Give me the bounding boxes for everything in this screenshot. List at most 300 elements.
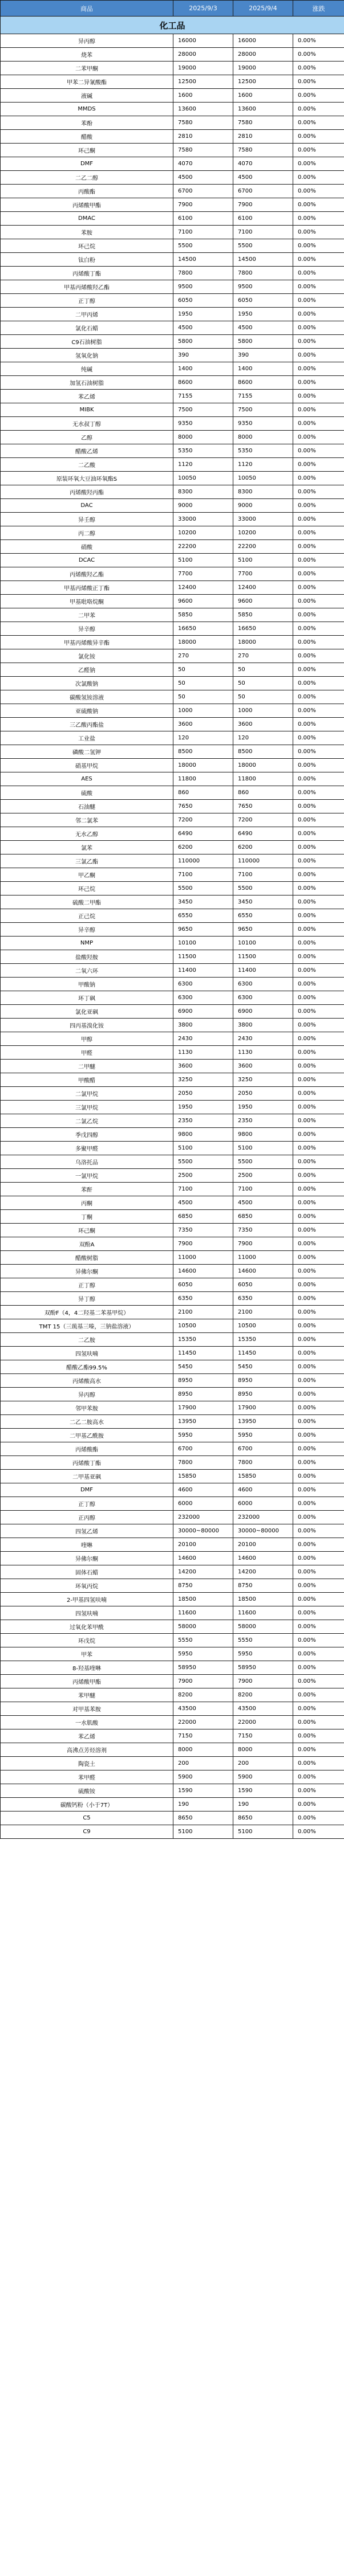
price-date2: 6490: [233, 827, 293, 841]
price-change: 0.00%: [293, 677, 344, 690]
price-change: 0.00%: [293, 239, 344, 253]
table-row: [1, 1306, 344, 1319]
table-row: [1, 253, 344, 267]
price-date1: 13600: [173, 103, 233, 116]
price-date1: 7900: [173, 198, 233, 212]
price-date1: 7900: [173, 1237, 233, 1251]
product-name: 石油醚: [1, 800, 173, 813]
table-row: [1, 1388, 344, 1401]
header-row: [1, 1, 344, 17]
price-date2: 8500: [233, 745, 293, 759]
price-date1: 58000: [173, 1620, 233, 1634]
price-change: 0.00%: [293, 130, 344, 144]
price-change: 0.00%: [293, 280, 344, 294]
product-name: DMAC: [1, 212, 173, 226]
table-row: [1, 554, 344, 567]
price-date1: 14600: [173, 1552, 233, 1565]
price-change: 0.00%: [293, 444, 344, 458]
price-change: 0.00%: [293, 1634, 344, 1647]
product-name: 苯酐: [1, 1183, 173, 1196]
product-name: 苯胺: [1, 226, 173, 239]
price-date2: 6050: [233, 1278, 293, 1292]
table-row: [1, 1702, 344, 1716]
price-change: 0.00%: [293, 1360, 344, 1374]
price-change: 0.00%: [293, 909, 344, 923]
price-date2: 3600: [233, 718, 293, 731]
product-name: 甲基吡咯烷酮: [1, 595, 173, 608]
price-date2: 7500: [233, 403, 293, 417]
product-name: 对甲基苯胺: [1, 1702, 173, 1716]
product-name: 三乙酸丙酯盐: [1, 718, 173, 731]
price-date1: 6300: [173, 978, 233, 991]
price-date2: 6550: [233, 909, 293, 923]
table-row: [1, 1374, 344, 1388]
product-name: 异佛尔酮: [1, 1552, 173, 1565]
product-name: 丙烯酸羟乙酯: [1, 567, 173, 581]
product-name: 原装环氧大豆油环氧酯S: [1, 472, 173, 485]
product-name: 烧苯: [1, 48, 173, 62]
product-name: 氯化石蜡: [1, 321, 173, 335]
price-change: 0.00%: [293, 1784, 344, 1798]
price-date2: 1130: [233, 1046, 293, 1060]
product-name: C9石油树脂: [1, 335, 173, 349]
table-row: [1, 48, 344, 62]
price-change: 0.00%: [293, 649, 344, 663]
product-name: 二乙酸: [1, 458, 173, 472]
price-date2: 6900: [233, 1005, 293, 1019]
product-name: 加氢石油树脂: [1, 376, 173, 390]
table-row: [1, 649, 344, 663]
product-name: 醋酸乙烯: [1, 444, 173, 458]
price-date2: 190: [233, 1798, 293, 1812]
product-name: 氯化铵: [1, 649, 173, 663]
table-row: [1, 431, 344, 444]
price-change: 0.00%: [293, 116, 344, 130]
table-row: [1, 540, 344, 554]
price-change: 0.00%: [293, 267, 344, 280]
product-name: 苯酚: [1, 116, 173, 130]
table-row: [1, 1415, 344, 1429]
product-name: 丙烯酸甲酯: [1, 198, 173, 212]
price-date2: 2430: [233, 1032, 293, 1046]
price-date1: 8950: [173, 1388, 233, 1401]
price-date2: 8600: [233, 376, 293, 390]
price-date2: 11800: [233, 772, 293, 786]
price-date2: 10100: [233, 937, 293, 950]
price-change: 0.00%: [293, 964, 344, 978]
table-row: [1, 937, 344, 950]
table-row: [1, 1729, 344, 1743]
price-date1: 190: [173, 1798, 233, 1812]
price-change: 0.00%: [293, 786, 344, 800]
price-date2: 43500: [233, 1702, 293, 1716]
table-row: [1, 1593, 344, 1606]
price-change: 0.00%: [293, 1210, 344, 1224]
table-row: [1, 226, 344, 239]
table-row: [1, 157, 344, 171]
price-date1: 15350: [173, 1333, 233, 1347]
price-change: 0.00%: [293, 1292, 344, 1306]
price-change: 0.00%: [293, 841, 344, 854]
price-change: 0.00%: [293, 294, 344, 308]
product-name: 二甲醚: [1, 1060, 173, 1073]
table-row: [1, 472, 344, 485]
price-date1: 2350: [173, 1114, 233, 1128]
price-change: 0.00%: [293, 854, 344, 868]
price-date2: 390: [233, 349, 293, 362]
table-row: [1, 62, 344, 75]
price-date1: 6100: [173, 212, 233, 226]
product-name: 环己酮: [1, 1224, 173, 1237]
price-date2: 6350: [233, 1292, 293, 1306]
table-row: [1, 868, 344, 882]
product-name: 甲基丙烯酸异辛酯: [1, 636, 173, 649]
price-date2: 5550: [233, 1634, 293, 1647]
table-row: [1, 1565, 344, 1579]
product-name: 正丁醇: [1, 1278, 173, 1292]
product-name: 乌洛托品: [1, 1155, 173, 1169]
price-date1: 1400: [173, 362, 233, 376]
header-date2: 2025/9/4: [233, 1, 293, 17]
product-name: 二甲基亚砜: [1, 1470, 173, 1483]
price-date1: 7700: [173, 567, 233, 581]
price-date1: 14500: [173, 253, 233, 267]
table-row: [1, 444, 344, 458]
product-name: 二乙二胺高水: [1, 1415, 173, 1429]
product-name: 异丙醇: [1, 1388, 173, 1401]
price-date2: 9350: [233, 417, 293, 431]
price-change: 0.00%: [293, 937, 344, 950]
price-change: 0.00%: [293, 212, 344, 226]
price-change: 0.00%: [293, 1743, 344, 1757]
table-row: [1, 1224, 344, 1237]
price-date1: 5550: [173, 1634, 233, 1647]
price-change: 0.00%: [293, 1620, 344, 1634]
table-row: [1, 1688, 344, 1702]
price-change: 0.00%: [293, 144, 344, 157]
price-change: 0.00%: [293, 622, 344, 636]
price-date2: 3250: [233, 1073, 293, 1087]
product-name: AES: [1, 772, 173, 786]
product-name: 亚硫酸钠: [1, 704, 173, 718]
price-date1: 5500: [173, 1155, 233, 1169]
price-change: 0.00%: [293, 1347, 344, 1360]
price-date2: 5950: [233, 1647, 293, 1661]
price-date1: 58950: [173, 1661, 233, 1675]
price-change: 0.00%: [293, 335, 344, 349]
product-name: 液碱: [1, 89, 173, 103]
price-date2: 17900: [233, 1401, 293, 1415]
price-change: 0.00%: [293, 362, 344, 376]
table-row: [1, 663, 344, 677]
table-row: [1, 1019, 344, 1032]
price-change: 0.00%: [293, 1046, 344, 1060]
product-name: 钛白粉: [1, 253, 173, 267]
price-date2: 1950: [233, 308, 293, 321]
product-name: 异佛尔酮: [1, 1265, 173, 1278]
price-change: 0.00%: [293, 800, 344, 813]
price-date1: 5100: [173, 1142, 233, 1155]
product-name: 8-羟基喹啉: [1, 1661, 173, 1675]
price-change: 0.00%: [293, 1647, 344, 1661]
table-row: [1, 362, 344, 376]
price-change: 0.00%: [293, 636, 344, 649]
price-date2: 11000: [233, 1251, 293, 1265]
price-date1: 270: [173, 649, 233, 663]
price-date2: 9800: [233, 1128, 293, 1142]
table-row: [1, 294, 344, 308]
table-row: [1, 1798, 344, 1812]
price-change: 0.00%: [293, 1661, 344, 1675]
price-date2: 860: [233, 786, 293, 800]
price-date1: 7350: [173, 1224, 233, 1237]
table-row: [1, 827, 344, 841]
price-change: 0.00%: [293, 1401, 344, 1415]
price-change: 0.00%: [293, 253, 344, 267]
price-date2: 8300: [233, 485, 293, 499]
price-date1: 7580: [173, 144, 233, 157]
price-date2: 50: [233, 663, 293, 677]
product-name: 甲苯二异氰酸酯: [1, 75, 173, 89]
price-change: 0.00%: [293, 485, 344, 499]
product-name: DMF: [1, 1483, 173, 1497]
price-change: 0.00%: [293, 827, 344, 841]
price-change: 0.00%: [293, 1183, 344, 1196]
price-change: 0.00%: [293, 1224, 344, 1237]
price-date2: 7350: [233, 1224, 293, 1237]
table-row: [1, 1347, 344, 1360]
table-row: [1, 978, 344, 991]
price-date1: 8000: [173, 1743, 233, 1757]
table-row: [1, 403, 344, 417]
price-date2: 9500: [233, 280, 293, 294]
product-name: 三氯乙酯: [1, 854, 173, 868]
price-date2: 8650: [233, 1812, 293, 1825]
price-date2: 3450: [233, 896, 293, 909]
price-date2: 11450: [233, 1347, 293, 1360]
price-date1: 17900: [173, 1401, 233, 1415]
table-row: [1, 513, 344, 526]
table-row: [1, 718, 344, 731]
product-name: 环氧丙烷: [1, 1579, 173, 1593]
price-date1: 1130: [173, 1046, 233, 1060]
price-date1: 11400: [173, 964, 233, 978]
price-date1: 12500: [173, 75, 233, 89]
price-date2: 12400: [233, 581, 293, 595]
table-row: [1, 690, 344, 704]
product-name: 丙烯酸丁酯: [1, 267, 173, 280]
table-row: [1, 841, 344, 854]
table-row: [1, 1169, 344, 1183]
product-name: 环己酮: [1, 144, 173, 157]
table-row: [1, 1333, 344, 1347]
price-change: 0.00%: [293, 1155, 344, 1169]
table-row: [1, 1155, 344, 1169]
price-change: 0.00%: [293, 89, 344, 103]
product-name: 醋酸乙酯99.5%: [1, 1360, 173, 1374]
product-name: 无水叔丁醇: [1, 417, 173, 431]
table-row: [1, 75, 344, 89]
price-date2: 5450: [233, 1360, 293, 1374]
price-change: 0.00%: [293, 513, 344, 526]
price-date1: 50: [173, 663, 233, 677]
price-date1: 5850: [173, 608, 233, 622]
price-date1: 7100: [173, 1183, 233, 1196]
table-row: [1, 1511, 344, 1524]
product-name: 甲苯: [1, 1647, 173, 1661]
table-row: [1, 1784, 344, 1798]
price-date2: 7800: [233, 1456, 293, 1470]
price-date1: 7100: [173, 868, 233, 882]
price-date2: 8950: [233, 1388, 293, 1401]
price-change: 0.00%: [293, 198, 344, 212]
price-change: 0.00%: [293, 1196, 344, 1210]
price-change: 0.00%: [293, 1456, 344, 1470]
table-row: [1, 1579, 344, 1593]
product-name: 盐酸羟胺: [1, 950, 173, 964]
product-name: 丙酸酯: [1, 185, 173, 198]
product-name: 丙烯酸丁酯: [1, 1456, 173, 1470]
table-row: [1, 144, 344, 157]
product-name: 丙烯酸羟丙酯: [1, 485, 173, 499]
product-name: 丙烯酸酯: [1, 1442, 173, 1456]
price-date1: 4070: [173, 157, 233, 171]
table-row: [1, 458, 344, 472]
product-name: 正丁醇: [1, 1497, 173, 1511]
price-date1: 10200: [173, 526, 233, 540]
price-date2: 7900: [233, 1237, 293, 1251]
product-name: 甲乙酮: [1, 868, 173, 882]
price-change: 0.00%: [293, 1798, 344, 1812]
table-row: [1, 608, 344, 622]
table-row: [1, 1606, 344, 1620]
table-row: [1, 964, 344, 978]
table-row: [1, 280, 344, 294]
product-name: 氢氧化钠: [1, 349, 173, 362]
product-name: 异辛醇: [1, 923, 173, 937]
price-date1: 10050: [173, 472, 233, 485]
price-date1: 5950: [173, 1647, 233, 1661]
table-row: [1, 1620, 344, 1634]
product-name: 工业盐: [1, 731, 173, 745]
price-date2: 7700: [233, 567, 293, 581]
table-row: [1, 485, 344, 499]
table-row: [1, 950, 344, 964]
price-date1: 50: [173, 677, 233, 690]
product-name: 硫酸二甲酯: [1, 896, 173, 909]
product-name: 环己烷: [1, 882, 173, 896]
price-date2: 1120: [233, 458, 293, 472]
price-change: 0.00%: [293, 185, 344, 198]
price-date2: 8950: [233, 1374, 293, 1388]
price-date2: 8200: [233, 1688, 293, 1702]
product-name: 苯乙烯: [1, 1729, 173, 1743]
price-change: 0.00%: [293, 1511, 344, 1524]
price-change: 0.00%: [293, 1497, 344, 1511]
product-name: 双酚F（4，4二羟基二苯基甲烷）: [1, 1306, 173, 1319]
table-row: [1, 116, 344, 130]
price-change: 0.00%: [293, 991, 344, 1005]
price-date2: 15350: [233, 1333, 293, 1347]
product-name: 甲基丙烯酸羟乙酯: [1, 280, 173, 294]
price-date1: 9600: [173, 595, 233, 608]
price-change: 0.00%: [293, 813, 344, 827]
price-change: 0.00%: [293, 1388, 344, 1401]
price-date2: 7900: [233, 198, 293, 212]
table-row: [1, 1210, 344, 1224]
table-row: [1, 1647, 344, 1661]
price-change: 0.00%: [293, 1005, 344, 1019]
price-change: 0.00%: [293, 540, 344, 554]
price-change: 0.00%: [293, 226, 344, 239]
price-date2: 11500: [233, 950, 293, 964]
price-date2: 20100: [233, 1538, 293, 1552]
price-change: 0.00%: [293, 171, 344, 185]
table-row: [1, 390, 344, 403]
price-date2: 7650: [233, 800, 293, 813]
price-date2: 9650: [233, 923, 293, 937]
product-name: 异辛醇: [1, 622, 173, 636]
price-date1: 7900: [173, 1675, 233, 1688]
price-change: 0.00%: [293, 1169, 344, 1183]
price-date2: 5800: [233, 335, 293, 349]
price-date1: 5800: [173, 335, 233, 349]
price-change: 0.00%: [293, 1060, 344, 1073]
table-row: [1, 1319, 344, 1333]
product-name: 乙醇: [1, 431, 173, 444]
price-change: 0.00%: [293, 390, 344, 403]
price-change: 0.00%: [293, 950, 344, 964]
price-date2: 6300: [233, 978, 293, 991]
price-date1: 860: [173, 786, 233, 800]
product-name: 乙醛钠: [1, 663, 173, 677]
price-change: 0.00%: [293, 417, 344, 431]
table-row: [1, 1073, 344, 1087]
product-name: 丙烯酸高水: [1, 1374, 173, 1388]
product-name: 四氢呋喃: [1, 1347, 173, 1360]
price-change: 0.00%: [293, 882, 344, 896]
price-date2: 16000: [233, 34, 293, 48]
table-row: [1, 1812, 344, 1825]
price-date1: 5100: [173, 1825, 233, 1839]
table-row: [1, 731, 344, 745]
price-date1: 5100: [173, 554, 233, 567]
price-date2: 6200: [233, 841, 293, 854]
product-name: 一水肌酸: [1, 1716, 173, 1729]
price-date1: 14600: [173, 1265, 233, 1278]
table-row: [1, 499, 344, 513]
price-change: 0.00%: [293, 431, 344, 444]
price-date1: 3600: [173, 1060, 233, 1073]
price-date1: 22000: [173, 1716, 233, 1729]
price-change: 0.00%: [293, 1128, 344, 1142]
product-name: 陶瓷土: [1, 1757, 173, 1771]
product-name: 甲醛: [1, 1046, 173, 1060]
product-name: 苯甲醛: [1, 1771, 173, 1784]
product-name: 异壬醇: [1, 513, 173, 526]
table-row: [1, 171, 344, 185]
price-date2: 7580: [233, 116, 293, 130]
product-name: 二氧六环: [1, 964, 173, 978]
price-date1: 7500: [173, 403, 233, 417]
price-change: 0.00%: [293, 349, 344, 362]
table-row: [1, 1524, 344, 1538]
product-name: 环丁砜: [1, 991, 173, 1005]
price-change: 0.00%: [293, 718, 344, 731]
table-row: [1, 1552, 344, 1565]
product-name: 三氯甲烷: [1, 1101, 173, 1114]
price-change: 0.00%: [293, 1032, 344, 1046]
